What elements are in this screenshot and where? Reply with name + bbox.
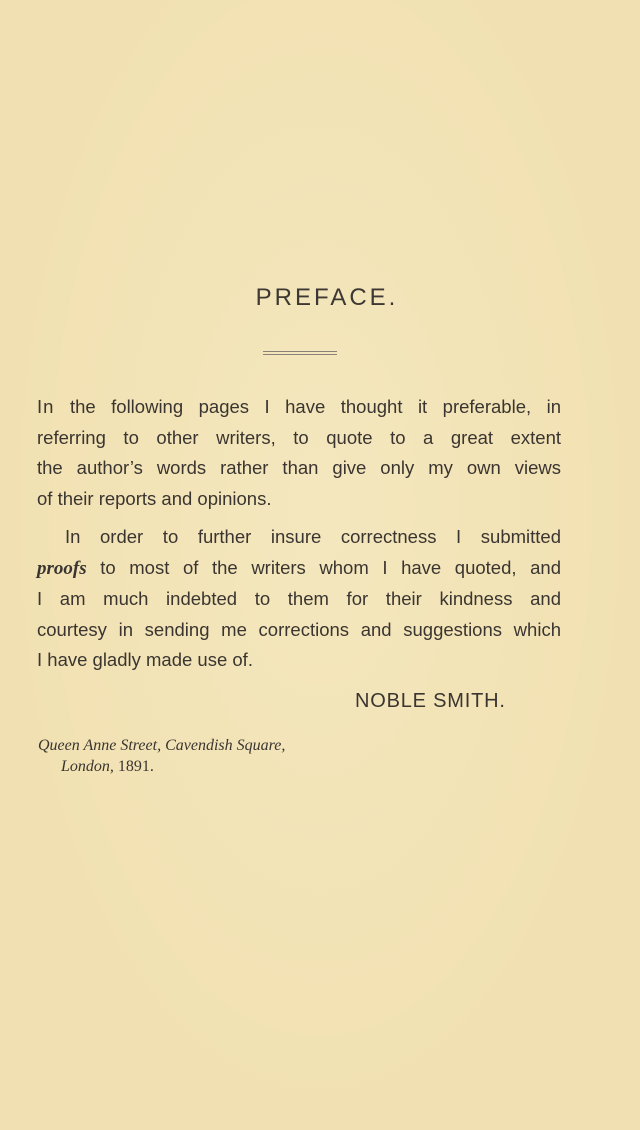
paragraph-line: courtesy in sending me corrections and suggestions which bbox=[37, 618, 561, 640]
paragraph-line bbox=[37, 392, 561, 423]
paragraph-line: of their reports and opinions. bbox=[37, 487, 272, 509]
lead-word: In bbox=[37, 396, 55, 417]
address-block bbox=[38, 735, 285, 777]
title-rule-top bbox=[263, 351, 337, 352]
author-signature: NOBLE SMITH. bbox=[355, 690, 506, 712]
paragraph-line: the author’s words rather than give only my own views bbox=[37, 457, 561, 479]
italic-word: proofs bbox=[37, 557, 87, 579]
paragraph-line: I am much indebted to them for their kindness and bbox=[37, 588, 561, 610]
address-line-1 bbox=[38, 735, 285, 756]
address-line-2 bbox=[38, 756, 285, 777]
paragraph-line: I have gladly made use of. bbox=[37, 649, 253, 671]
street-name: Queen Anne Street, bbox=[38, 737, 162, 754]
title-rule-bottom bbox=[263, 354, 337, 355]
paragraph-line bbox=[37, 553, 561, 585]
line-text: to most of the writers whom I have quoted, and bbox=[100, 556, 561, 578]
square-name: Cavendish Square, bbox=[165, 737, 286, 754]
preface-paragraph-1 bbox=[37, 392, 561, 514]
city-name: London, bbox=[61, 758, 114, 775]
page-title: PREFACE. bbox=[255, 284, 399, 311]
line-text: the following pages I have thought it preferable, in bbox=[69, 396, 562, 417]
preface-paragraph-2 bbox=[37, 522, 561, 676]
paragraph-line: referring to other writers, to quote to a great extent bbox=[37, 426, 561, 448]
paragraph-line: In order to further insure correctness I submitted bbox=[65, 526, 561, 547]
year: 1891. bbox=[117, 758, 154, 775]
